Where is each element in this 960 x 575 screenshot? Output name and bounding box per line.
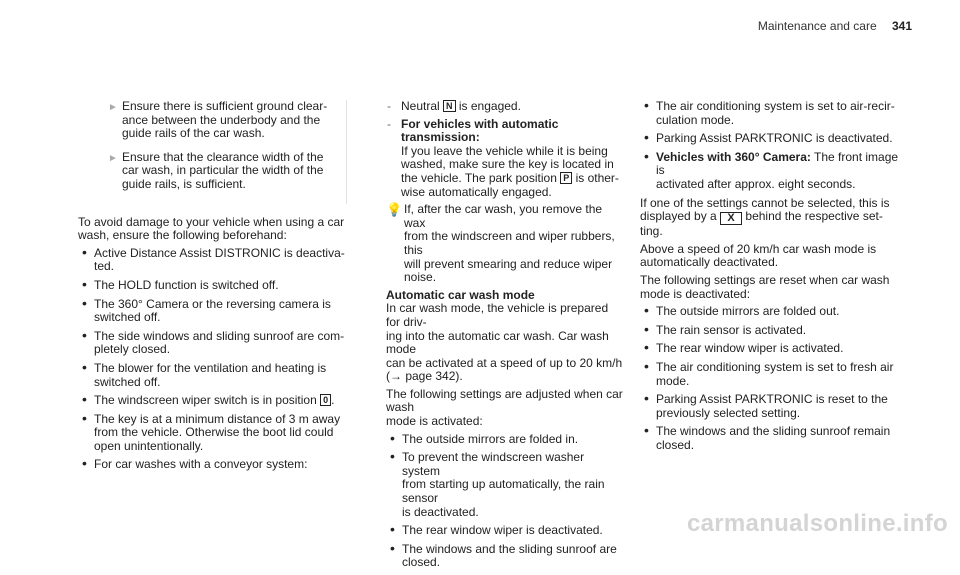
paragraph: Above a speed of 20 km/h car wash mode is automatically deactivated. (640, 241, 877, 270)
dash-text: is other- wise automatically engaged. (401, 170, 619, 199)
bullet-icon: • (644, 422, 649, 439)
list-item-text: The outside mirrors are folded out. (656, 304, 840, 319)
dash-text: is engaged. (458, 99, 521, 113)
paragraph: The following settings are adjusted when car wash mode is activated: (386, 386, 623, 429)
paragraph-text: If one of the settings cannot be selected, this is displayed by a (640, 195, 890, 224)
list-item-text: The air conditioning system is set to fresh air mode. (656, 359, 894, 388)
list-item-text: The windows and the sliding sunroof are closed. (402, 541, 617, 570)
list-item (386, 521, 624, 538)
list-item-text: The blower for the ventilation and heating is switched off. (94, 360, 327, 389)
list-item (386, 429, 624, 447)
list-item-text: The rear window wiper is activated. (656, 341, 844, 356)
list-item (640, 147, 902, 192)
neutral-symbol: N (443, 100, 456, 112)
list-item (78, 294, 350, 325)
bullet-icon: • (390, 521, 395, 538)
list-item: • The windscreen wiper switch is in position 0 . (82, 391, 335, 408)
paragraph: The following settings are reset when car wash mode is deactivated: (640, 272, 890, 301)
bullet-icon: • (644, 357, 649, 374)
bullet-icon: • (82, 243, 87, 260)
list-item-text: The 360° Camera or the reversing camera is switched off. (94, 296, 331, 325)
list-item-text: Parking Assist PARKTRONIC is reset to the previously selected setting. (656, 392, 888, 420)
bullet-icon: • (644, 147, 649, 164)
list-item (78, 409, 350, 454)
list-item-text: The windscreen wiper switch is in position (94, 393, 317, 408)
list-item (640, 422, 902, 452)
list-item (78, 243, 350, 274)
column-left (78, 100, 350, 477)
step-item (78, 151, 346, 192)
bullet-icon: • (390, 448, 395, 465)
list-item (640, 320, 902, 338)
info-note (386, 203, 624, 285)
dash-icon: - (387, 116, 391, 131)
paragraph-text: behind the respective set- ting. (640, 209, 883, 239)
wiper-position-symbol: 0 (320, 394, 331, 406)
list-item (78, 358, 350, 389)
watermark: carmanualsonline.info (686, 510, 948, 538)
step-item (78, 100, 346, 141)
list-item-text: The air conditioning system is set to air-recir- culation mode. (656, 99, 895, 127)
step-list (78, 100, 347, 204)
list-item-text: The front image is activated after approx. eight seconds. (656, 149, 899, 191)
list-item-bold: Vehicles with 360° Camera: (656, 149, 811, 164)
list-item (640, 357, 902, 388)
list-item (640, 129, 902, 146)
list-item (640, 339, 902, 356)
section-heading: Automatic car wash mode (386, 287, 535, 302)
bullet-icon: • (82, 409, 87, 426)
page-header (758, 20, 912, 34)
page-number: 341 (891, 19, 912, 33)
list-item (78, 275, 350, 293)
bullet-icon: • (390, 429, 395, 446)
bullet-icon: • (644, 390, 649, 407)
list-item (78, 455, 350, 472)
list-item (640, 302, 902, 319)
list-item (640, 390, 902, 420)
column-right (640, 97, 902, 457)
list-item-text: The side windows and sliding sunroof are com- pletely closed. (94, 328, 345, 357)
bullet-icon: • (82, 294, 87, 311)
intro-paragraph: To avoid damage to your vehicle when using a car wash, ensure the following beforehand: (78, 214, 345, 243)
park-symbol: P (560, 172, 572, 184)
list-item (386, 448, 624, 519)
list-item-text: For car washes with a conveyor system: (94, 457, 308, 472)
bullet-icon: • (82, 358, 87, 375)
bullet-icon: • (644, 320, 649, 337)
dash-icon: - (387, 99, 391, 113)
bullet-icon: • (644, 129, 649, 146)
list-item (78, 326, 350, 357)
bullet-icon: • (644, 339, 649, 356)
bullet-icon: • (644, 302, 649, 319)
dash-item (386, 100, 624, 114)
paragraph: In car wash mode, the vehicle is prepared for driv- ing into the automatic car wash. Car wash mode can be activated at a speed of up to 20 km/h (→ page 342). (386, 301, 623, 384)
bullet-icon: • (82, 275, 87, 292)
dash-title: For vehicles with automatic transmission: (401, 116, 559, 145)
list-item-text: The outside mirrors are folded in. (402, 431, 579, 446)
dash-item (386, 118, 624, 200)
list-item-text: The rain sensor is activated. (656, 322, 807, 337)
unavailable-x-icon: X (720, 212, 742, 225)
list-item-text: The key is at a minimum distance of 3 m away from the vehicle. Otherwise the boot lid could open unintentionally. (94, 411, 341, 453)
section-title: Maintenance and care (757, 19, 877, 33)
list-item-text: To prevent the windscreen washer system from starting up automatically, the rain sensor is deactivated. (402, 450, 605, 519)
step-arrow-icon: ► (108, 102, 118, 113)
info-text: If, after the car wash, you remove the wax from the windscreen and wiper rubbers, this will prevent smearing and reduce wiper noise. (404, 202, 615, 285)
step-arrow-icon: ► (108, 152, 118, 164)
bullet-icon: • (390, 539, 395, 556)
list-item-text: The HOLD function is switched off. (94, 277, 279, 292)
list-item-text: The windows and the sliding sunroof remain closed. (656, 424, 891, 452)
bullet-icon: • (644, 97, 649, 113)
bullet-icon: • (82, 326, 87, 343)
step-text: Ensure that the clearance width of the car wash, in particular the width of the guide rails, is sufficient. (122, 149, 324, 191)
list-item-text: Parking Assist PARKTRONIC is deactivated. (656, 131, 893, 146)
lightbulb-icon: 💡 (386, 202, 403, 218)
bullet-icon: • (82, 455, 87, 472)
paragraph (640, 197, 902, 239)
list-item (640, 97, 902, 127)
column-middle (386, 100, 624, 575)
dash-text: Neutral (401, 99, 440, 113)
list-item-text: The rear window wiper is deactivated. (402, 523, 603, 538)
bullet-icon: • (82, 391, 87, 408)
list-item-text: Active Distance Assist DISTRONIC is deactiva- ted. (94, 245, 345, 274)
dash-text: If you leave the vehicle while it is being washed, make sure the key is located in the vehicle. The park position (401, 143, 614, 185)
list-item (386, 539, 624, 570)
step-text: Ensure there is sufficient ground clear- ance between the underbody and the guide rails of the car wash. (122, 99, 328, 141)
